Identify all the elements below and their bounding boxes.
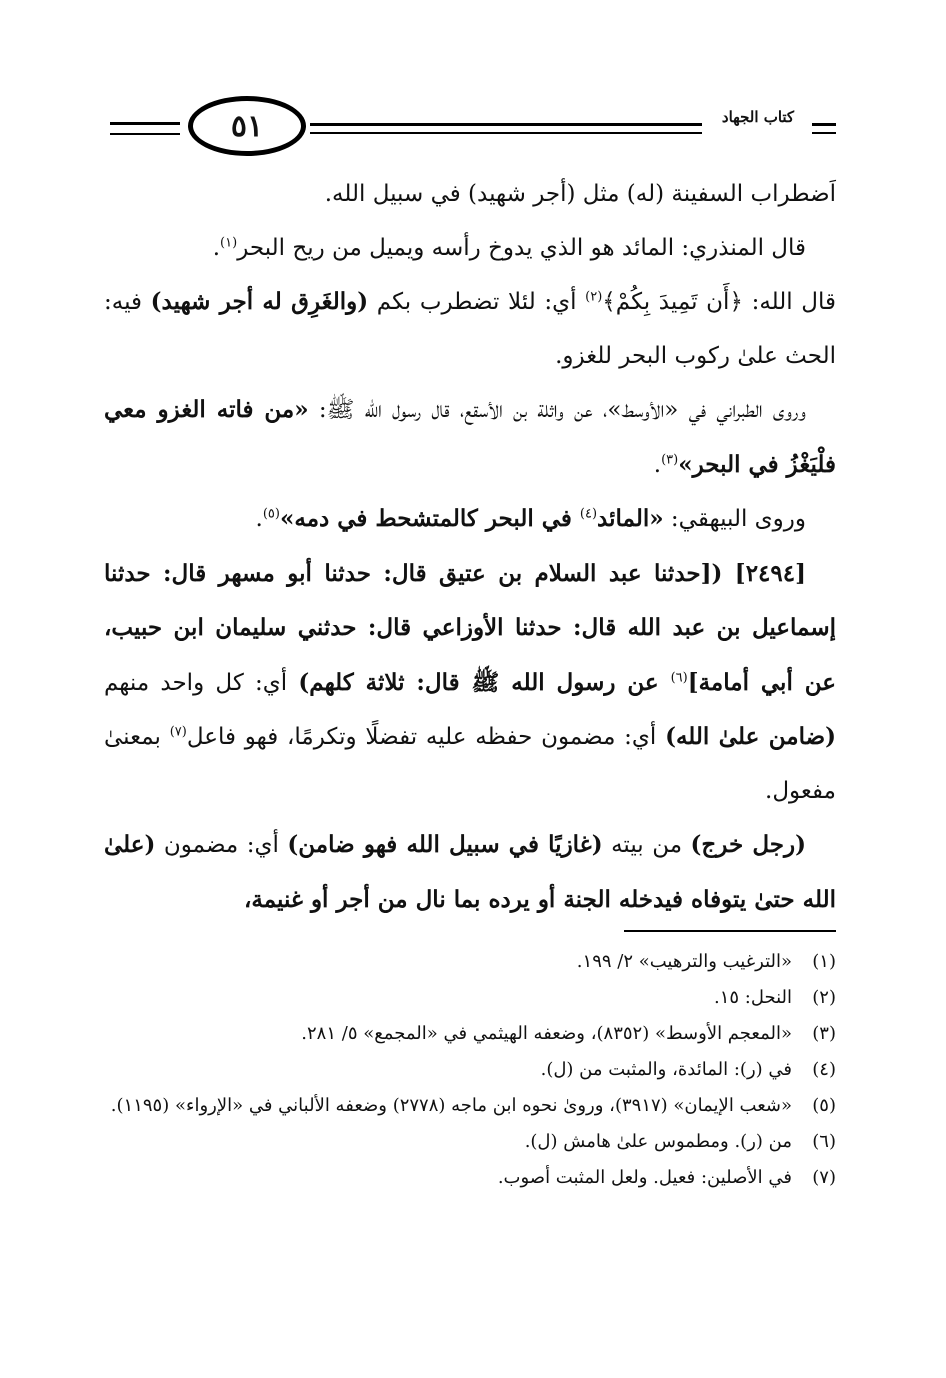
paragraph-7: (رجل خرج) من بيته (غازيًا في سبيل الله فهو ضامن) أي: مضمون (علىٰ الله حتىٰ يتوفاه فيدخله الجنة أو يرده بما نال من أجر أو غنيمة، [104,831,836,913]
footnote-number: (٢) [812,987,836,1008]
footnote-item [104,1124,836,1160]
footnote-text: في (ر): المائدة، والمثبت من (ل). [540,1059,792,1080]
footnote-item [104,1016,836,1052]
footnote-ref: (١) [220,234,238,250]
main-text [104,168,836,927]
footnote-ref: (٦) [670,669,688,685]
footnote-number: (٧) [812,1167,836,1188]
footnote-text: في الأصلين: فعيل. ولعل المثبت أصوب. [497,1167,792,1188]
running-title: كتاب الجهاد [721,108,795,126]
footnote-number: (٣) [812,1023,836,1044]
footnote-ref: (٣) [661,451,679,467]
header-rule-left [110,122,180,135]
page-header [110,96,836,160]
page-number-badge [188,96,306,156]
footnote-ref: (٤) [579,506,598,522]
header-rule-right [812,123,836,134]
footnote-ref: (٥) [262,506,280,522]
footnote-number: (٦) [812,1131,836,1152]
footnote-text: «الترغيب والترهيب» ٢/ ١٩٩. [576,951,792,972]
footnote-text: «شعب الإيمان» (٣٩١٧)، ورویٰ نحوه ابن ماجه (٢٧٧٨) وضعفه الألباني في «الإرواء» (١١٩٥). [110,1095,792,1116]
paragraph-3: قال الله: ﴿أَن تَمِيدَ بِكُمْ﴾$^{(٢)}$ أي: لئلا تضطرب بكم (والغَرِق له أجر شهيد) فيه: الحث علىٰ ركوب البحر للغزو. [104,288,837,369]
paragraph-5: وروى البيهقي: «المائد$^{(٤)}$ في البحر كالمتشحط في دمه»$^{(٥)}$. [255,505,806,532]
page-number: ٥١ [230,108,264,144]
footnote-item [104,1088,836,1124]
footnote-item [104,1160,836,1196]
footnote-text: «المعجم الأوسط» (٨٣٥٢)، وضعفه الهيثمي في «المجمع» ٥/ ٢٨١. [301,1023,792,1044]
header-rule-middle [310,123,702,134]
footnote-number: (٤) [812,1059,836,1080]
paragraph-1: اَضطراب السفينة (له) مثل (أجر شهيد) في سبيل الله. [324,181,836,207]
footnote-number: (١) [812,951,836,972]
footnote-ref: (٧) [169,724,187,740]
footnote-number: (٥) [812,1095,836,1116]
footnote-item [104,980,836,1016]
footnote-item [104,1052,836,1088]
footnote-item [104,944,836,980]
footnote-separator [624,930,836,932]
footnotes [104,944,836,1196]
paragraph-2: قال المنذري: المائد هو الذي يدوخ رأسه ويميل من ريح البحر$^{(١)}$. [212,234,806,261]
footnote-ref: (٢) [585,289,603,305]
footnote-text: من (ر). ومطموس علىٰ هامش (ل). [524,1131,792,1152]
paragraph-4: وروى الطبراني في «الأوسط»، عن واثلة بن الأسقع، قال رسول الله ﷺ: «من فاته الغزو معي فلْيَغْزُ في البحر»$^{(٣)}$. [104,396,836,478]
footnote-text: النحل: ١٥. [713,987,792,1008]
paragraph-6: [٢٤٩٤] ([حدثنا عبد السلام بن عتيق قال: حدثنا أبو مسهر قال: حدثنا إسماعيل بن عبد الله قال: حدثنا الأوزاعي قال: حدثني سليمان ابن حبيب، عن أبي أمامة]$^{(٦)}$ عن رسول الله ﷺ قال: ثلاثة كلهم) أي: كل واحد منهم (ضامن علىٰ الله) أي: مضمون حفظه عليه تفضلًا وتكرمًا، فهو فاعل$^{(٧)}$ بمعنىٰ مفعول. [104,559,837,804]
